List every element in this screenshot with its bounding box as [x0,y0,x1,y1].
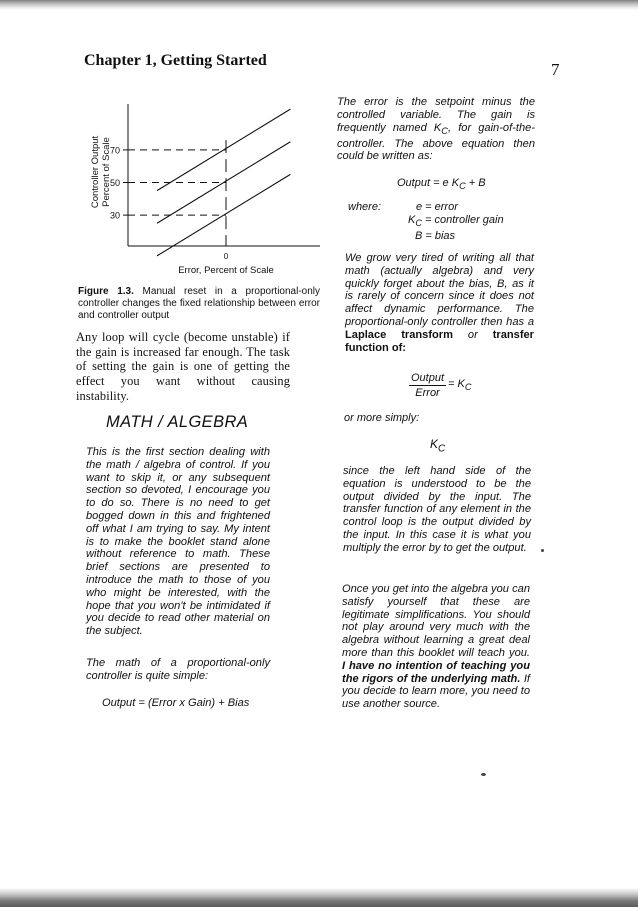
right-paragraph-1: The error is the setpoint minus the controlled variable. The gain is frequently named $K_C$, for gain-of-the-controller. The above equation then could be written as: [337,96,535,163]
section-heading: MATH / ALGEBRA [106,413,249,431]
y-tick-label-50: 50 [109,178,120,188]
page-number: 7 [551,60,560,79]
left-paragraph-2: The math of a proportional-only controller is quite simple: [86,657,270,682]
figure-caption-label: Figure 1.3. [78,286,134,297]
def-error: e = error [416,201,458,213]
intro-paragraph: Any loop will cycle (become unstable) if the gain is increased far enough. The task of setting the gain is one of getting the effect you want without causing instability. [76,330,290,403]
y-axis-label-line2: Percent of Scale [101,137,112,207]
chapter-title: Chapter 1, Getting Started [84,52,267,69]
output-equation: Output = e $K_C + B$ [397,177,486,192]
right-paragraph-2: We grow very tired of writing all that math (actually algebra) and very quickly forget about the bias, B, as it is rarely of concern since it does not affect dynamic performance. The proportional-only controller then has a Laplace transform or transfer function of: [345,252,534,354]
y-tick-label-30: 30 [109,210,120,221]
scan-speck [541,549,544,552]
figure-chart [84,100,324,280]
left-equation: Output = (Error x Gain) + Bias [102,697,250,709]
x-axis-label: Error, Percent of Scale [178,265,274,276]
fraction-rhs: = $K_C$ [448,378,472,393]
scan-edge-bottom [0,888,638,907]
def-bias: B = bias [415,229,456,242]
y-tick-label-70: 70 [109,145,120,156]
kc-symbol: $K_C$ [430,437,446,455]
scan-speck [481,773,486,776]
left-paragraph-1: This is the first section dealing with the math / algebra of control. If you want to skip it, or any subsequent section so devoted, I encourage you to do so. There is no need to get bogged down in this and frightened off what I am trying to say. My intent is to make the booklet stand alone without reference to math. These brief sections are presented to introduce the math to those of you who might be interested, with the hope that you won't be intimidated if you decide to read other material on the subject. [86,446,270,638]
fraction-denominator: Error [415,387,440,399]
figure-caption [78,286,320,322]
or-more-simply: or more simply: [344,412,420,424]
x-tick-label-0: 0 [223,252,229,261]
figure-caption-text: Manual reset in a proportional-only controller changes the fixed relationship between error and controller output [78,286,321,321]
fraction-numerator: Output [411,372,445,384]
right-paragraph-3: since the left hand side of the equation is understood to be the output divided by the input. The transfer function of any element in the control loop is the output divided by the input. In this case it is what you multiply the error by to get the output. [343,465,531,554]
def-gain: $K_C$ = controller gain [408,213,504,228]
right-paragraph-4: Once you get into the algebra you can satisfy yourself that these are legitimate simplifications. You should not play around very much with the algebra without learning a great deal more than this booklet will teach you. I have no intention of teaching you the rigors of the underlying math. If you decide to learn more, you need to use another source. [342,583,530,711]
y-axis-label-line1: Controller Output [90,135,101,209]
scan-edge-top [0,0,638,10]
transfer-function-fraction [409,372,471,399]
variable-definitions [408,201,504,243]
where-label: where: [348,201,382,213]
